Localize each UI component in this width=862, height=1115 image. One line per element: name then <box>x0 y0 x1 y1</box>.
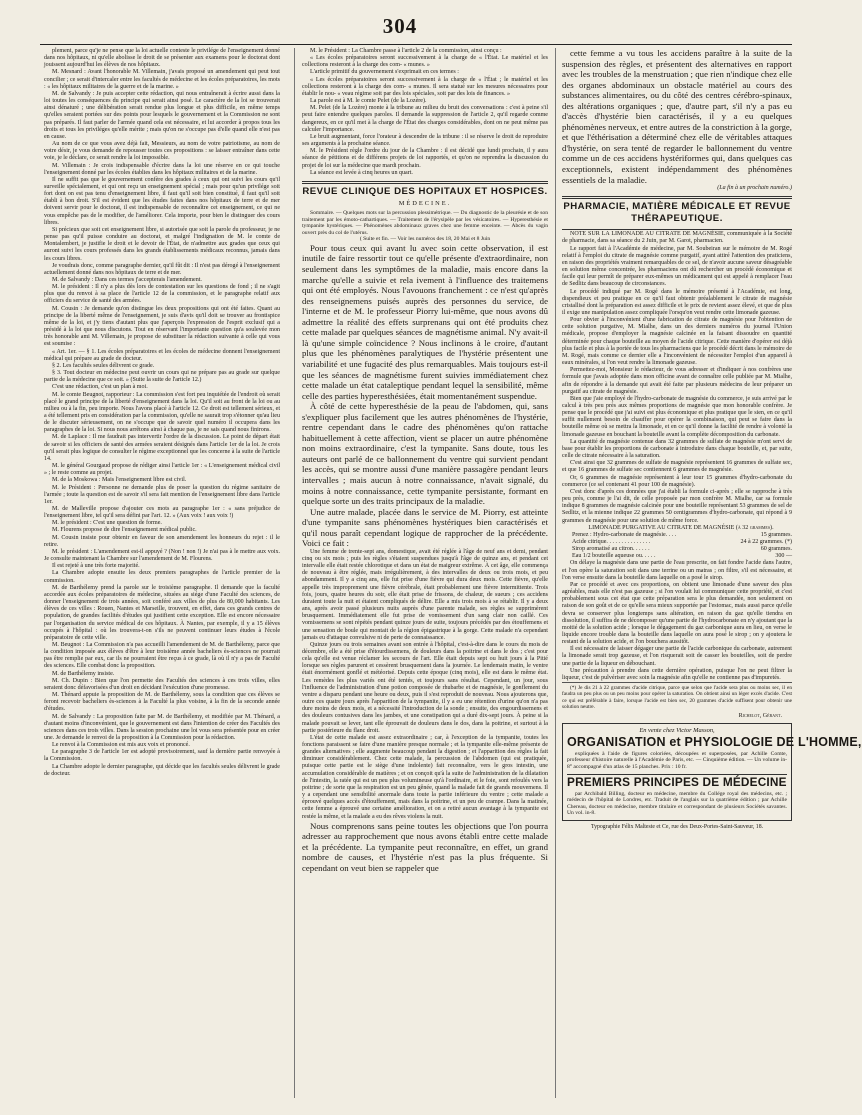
page-number: 304 <box>382 14 418 38</box>
formula-row <box>562 539 792 546</box>
formula-row <box>562 532 792 539</box>
paragraph: Le renvoi à la Commission est mis aux voix et prononcé. <box>52 742 190 749</box>
paragraph: plement, parce qu'je ne pense que la loi actuelle conteste le privilége de l'enseignement donné dans nos hôpitaux, ni qu'elle abolisse le droit de se présenter aux examens pour le doctorat dont jouissent aujourd'hui les élèves de nos hôpitaux. <box>44 48 280 69</box>
paragraph: M. de Malleville propose d'ajouter ces mots au paragraphe 1er : « sans préjudice de l'enseignement libre, tel qu'il sera défini par l'art. 12. » (Aux voix ! aux voix !) <box>44 506 280 520</box>
printer-line: Typographie Félix Malteste et Ce, rue des Deux-Portes-Saint-Sauveur, 18. <box>590 823 764 830</box>
paragraph: M. de la Moskowa : Mais l'enseignement libre est civil. <box>52 477 187 484</box>
section-summary: Sommaire. — Quelques mots sur la percussion plessimétrique. — Du diagnostic de la pleurésie et de son traitement par les émoto-cathartiques. — Traitement de l'érysipèle par les vésicatoires. — Hyperesthésie et tympanite hystériques. — Phénomènes abdominaux graves chez une femme enceinte. — Abcès du vagin ouvert près du col de l'utérus. <box>302 209 548 236</box>
paragraph: Une femme de trente-sept ans, domestique, avait été réglée à l'âge de neuf ans et demi, pendant cinq ou six mois ; puis les règles s'étaient suspendues jusqu'à l'âge de quinze ans, et pendant cet intervalle elle était restée chlorotique et dans un état de maigreur extrême. À cet âge, elle commença de nouveau à être réglée, mais irrégulièrement, à des intervalles de deux ou trois mois, et peu abondamment. Il y a cinq ans, elle fut prise d'une fièvre qui dura deux mois. Cette fièvre, qu'elle appelle très improprement une fièvre cérébrale, était probablement une fièvre intermittente. Trois fois, jours, quatre heures du soir, elle était prise de frissons, de chaleur, de sueurs ; ces accidens duraient toute la nuit et étaient compliqués de délire. Elle a mis trois mois à se rétablir. Il y a deux ans, après avoir passé plusieurs nuits auprès d'une parente malade, ses règles se supprimèrent brusquement. Immédiatement elle fut prise de vomissement d'un sang clair non caillé. Ces vomissemens se sont répétés pendant quinze jours de suite, toujours précédés par des étouffemens et une sensation de boule qui montait de la région épigastrique à la gorge. Cette malade n'a cependant jamais eu d'attaque convulsive ni de perte de connaissance. <box>302 548 548 641</box>
formula-dose: 24 à 22 grammes. (*) <box>740 538 792 545</box>
column-divider <box>555 48 556 1098</box>
paragraph: M. Thénard appuie la proposition de M. de Barthélemy, sous la condition que ces élèves se feront recevoir bacheliers ès-sciences à la Faculté la plus voisine, à la fin de la seconde année d'études. <box>44 692 280 713</box>
column-divider <box>294 48 295 1098</box>
paragraph: « Les écoles préparatoires seront successivement à la charge de « l'État. Le matériel et les collections resteront à la charge des com- « munes. » <box>302 55 548 69</box>
ad-text: par Archibald Billing, docteur en médecine, membre du Collége royal des médecins, etc. ; médecin de l'hôpital de Londres, etc. Traduit de l'anglais sur la quatrième édition ; par Achille Chereau, docteur en médecine, membre titulaire et correspondant de plusieurs Sociétés savantes. Un vol. in-8. <box>567 790 787 817</box>
signature: Richelot, Gérant. <box>738 712 782 719</box>
paragraph: cette femme a vu tous les accidens paraître à la suite de la suspension des règles, et présentent des alternatives en rapport avec les troubles de la menstruation ; que rien n'indique chez elle des organes abdominaux un obstacle matériel au cours des substances alimentaires, ou du côté des centres cérébro-spinaux, des altérations organiques ; que, d'autre part, s'il n'y a pas eu d'accès d'hystérie bien caractérisés, il y a eu quelques phénomènes nerveux, et entre autres de la constriction à la gorge, et que l'éthérisation a déterminé chez elle de véritables attaques d'hystérie, on sera tenté de regarder le ballonnement du ventre comme un de ces accidens hystériformes qui, dans quelques cas exceptionnels, existent indépendamment des phénomènes essentiels de la maladie. <box>562 48 792 185</box>
paragraph: M. de Barthélemy insiste. <box>52 670 115 677</box>
paragraph: Il ne suffit pas que le gouvernement confère des grades à ceux qui ont suivi les cours qu'il surveille spécialement, et qui ont reçu un enseignement spécial ; mais pour qu'un privilége soit fort dont on est pas tenu d'enseignement libre, il faut qu'il soit bien constitué, il faut qu'il soit établi à bon droit. S'il est évident que les études faites dans nos hôpitaux de terre et de mer doivent servir pour le doctorat, il est indispensable de reconnaître cet enseignement, ce qui ne vous empêche pas de le modifier, de l'améliorer. Cela importe, pour bien le distinguer des cours libres. <box>44 176 280 226</box>
paragraph: Au nom de ce que vous avez déjà fait, Messieurs, au nom de votre patriotisme, au nom de votre désir, je vous demande de repousser toutes ces propositions : se laisser entraîner dans cette voie, je le déclare, ce serait rendre la loi impossible. <box>44 141 280 162</box>
continued-note: (La fin à un prochain numéro.) <box>717 185 792 192</box>
paragraph: M. le Président : Personne ne demande plus de poser la question du régime sanitaire de l'armée ; toute la question est de savoir s'il sera fait mention de l'enseignement libre dans l'article 1er. <box>44 484 280 505</box>
column-3 <box>562 48 862 1098</box>
paragraph: M. Mesnard : Avant l'honorable M. Villemain, j'avais proposé un amendement qui peut tout concilier ; ce serait d'intercaler entre les facultés de médecine et les écoles préparatoires, les mots : « les hôpitaux militaires de la guerre et de la marine. » <box>44 69 280 90</box>
paragraph: Le paragraphe 3 de l'article 1er est adopté provisoirement, sauf la dernière partie renvoyée à la Commission. <box>44 749 280 763</box>
paragraph: Le bruit augmentant, force l'orateur à descendre de la tribune : il se réserve le droit de reproduire ses arguments à la prochaine séance. <box>302 133 548 148</box>
paragraph: Bien que j'aie employé de l'hydro-carbonate de magnésie du commerce, je suis arrivé par le calcul à très peu près aux mêmes proportions de magnésie que mon honorable confrère. Je pense que le procédé que j'ai suivi est plus économique et plus pratique que le sien, en ce qu'il suffit nullement besoin de chauffer pour opérer la combinaison, qui peut se faire dans la bouteille même où se mettra la limonade, et en ce qu'il donne la facilité de rendre à volonté la limonade gazeuse en bouchant la bouteille avant la complète décomposition du carbonate. <box>562 395 792 438</box>
section-subtitle: MÉDECINE. <box>398 199 452 207</box>
paragraph: M. le président : Il n'y a plus dès lors de contestation sur les questions de fond ; il ne s'agit plus que du renvoi à sa place de l'article 12 de la commission, et le paragraphe relatif aux officiers du service de santé des armées. <box>44 284 280 305</box>
paragraph: L'article primitif du gouvernement s'exprimait en ces termes : <box>310 69 459 76</box>
paragraph: M. de Salvandy : La proposition faite par M. de Barthélemy, et modifiée par M. Thénard, a d'autant moins d'inconvénient, que le gouvernement est dans l'intention de créer des Facultés des sciences dans ces trois villes. Dans la session prochaine une loi vous sera présentée pour en créer une. Je demande le renvoi de la proposition à la Commission pour la rédaction. <box>44 713 280 741</box>
paragraph: C'est donc d'après ces données que j'ai établi la formule ci-après ; elle se rapproche à très peu près, comme je l'ai dit, de celle proposée par mon confrère M. Mialhe, car sa formule indique 8 grammes de magnésie calcinée pour une bouteille représentant 53 grammes de sel de Sedlitz, et la mienne indique 22 grammes 50 centigrammes d'hydro-carbonate, qui répond à 9 grammes de magnésie pour une solution de même force. <box>562 488 792 524</box>
formula-ingredient: Eau 1/2 bouteille aqueuse ou. . . . . <box>572 553 656 560</box>
paragraph: C'est une rédaction, c'est un plan à moi. <box>52 384 148 391</box>
ad-header: En vente chez Victor Masson, <box>639 727 715 735</box>
paragraph: La quantité de magnésie contenue dans 32 grammes de sulfate de magnésie m'ont servi de base pour établir les proportions de carbonate à introduire dans chaque bouteille, et, par suite, celle de citrate nécessaire à la saturation. <box>562 438 792 460</box>
paragraph: « Art. 1er. — § 1. Les écoles préparatoires et les écoles de médecine donnent l'enseignement médical qui prépare au grade de docteur. <box>44 348 280 362</box>
paragraph: M. le Président : La Chambre passe à l'article 2 de la commission, ainsi conçu : <box>310 48 502 54</box>
paragraph: M. de Salvandy : Je puis accepter cette rédaction, qui nous entraînerait à écrire aussi dans la loi toutes les conséquences du principe qui serait ainsi posé. Le caractère de la loi se trouverait ainsi dénaturé ; une délibération serait rendue plus longue et plus difficile, en même temps qu'elles seraient portées sur des points pour lesquels le gouvernement et la Commission ne sont pas préparés. Il faut parler de l'armée quand cela est nécessaire, et lui accorder à propos tous les droits et tous les priviléges qu'elle mérite ; mais qu'on ne s'occupe pas d'elle quand elle n'est pas en cause. <box>44 90 280 140</box>
paragraph: Je voudrais donc, comme paragraphe dernier, qu'il fût dit : Il n'est pas dérogé à l'enseignement actuellement donné dans nos hôpitaux de terre et de mer. <box>44 262 280 276</box>
paragraph: Une précaution à prendre dans cette dernière opération, puisque l'on ne peut filtrer la liqueur, c'est de pulvériser avec soin la magnésie afin qu'elle ne contienne pas d'impuretés. <box>562 667 792 681</box>
paragraph: Nous comprenons sans peine toutes les objections que l'on pourra adresser au rapprochement que nous avons établi entre cette malade et la précédente. La tympanite peut reconnaître, en effet, un grand nombre de causes, et l'hystérie n'est pas la plus fréquente. Si cependant on veut bien se rappeler que <box>302 820 548 873</box>
paragraph: M. Pelet (de la Lozère) monte à la tribune au milieu du bruit des conversations : c'est à peine s'il peut faire entendre quelques paroles. Il demande la suppression de l'article 2, qu'il regarde comme dangereux, en ce qu'il met à la charge de l'État des charges considérables, dont on ne peut même pas calculer l'importance. <box>302 105 548 133</box>
header-rule <box>40 44 792 45</box>
section-title-clinical: REVUE CLINIQUE DES HOPITAUX ET HOSPICES. <box>302 185 548 197</box>
paragraph: M. Villemain : Je crois indispensable d'écrire dans la loi une réserve en ce qui touche l'enseignement donné par les écoles établies dans les hôpitaux militaires et de la marine. <box>44 162 280 176</box>
paragraph: « Les écoles préparatoires seront successivement à la charge de « l'État ; le matériel et les collections resteront à la charge des com- « munes. Il sera statué sur les mesures nécessaires pour établir le nou- « veau régime soit par des lois spéciales, soit par des lois de finances. » <box>302 76 548 97</box>
footnote: (*) Je dis 21 à 22 grammes d'acide citrique, parce que selon que l'acide sera plus ou moins sec, il en faudra un peu plus ou un peu moins pour opérer la saturation. On obtient ainsi un léger excès d'acide. C'est ce qui est préférable à faire, lorsque l'acide est bien sec, 20 grammes d'acide suffisent pour obtenir une solution neutre. <box>562 682 792 710</box>
paragraph: M. le comte Beugnot, rapporteur : La commission s'est fort peu inquiétée de l'endroit où serait placé le grand principe de la liberté d'enseignement dans la loi. Qu'il soit au front de la loi ou au milieu ou à la fin, peu importe. Nous l'avons placé à l'article 12. Ce droit est tellement sérieux, et a été tellement pris en considération par la commission, qu'elle ne saurait trop s'étonner qu'au lieu de le discuter sérieusement, on ne s'occupe que de savoir quel numéro il occupera dans les paragraphes de la loi. Si nous nous arrêtons ainsi à chaque pas, je ne sais quand nous finirons. <box>44 391 280 434</box>
column-2 <box>302 48 548 1098</box>
paragraph: M. de Barthélemy prend la parole sur le troisième paragraphe. Il demande que la faculté accordée aux écoles préparatoires de médecine, situées au siége d'une Faculté des sciences, de donner l'enseignement de trois années, soit conféré aux villes de plus de 80,000 habitants. Les élèves de ces villes : Rouen, Nantes et Marseille, trouvent, en effet, dans ces grands centres de population, de grandes facilités d'études qui justifient cette exception. Elle est encore nécessaire par l'organisation du service médical de ces hôpitaux. À Nantes, par exemple, il y a 15 élèves occupés à l'hôpital : où les trouvera-t-on s'ils ne peuvent continuer leurs études à l'école préparatoire de cette ville. <box>44 584 280 641</box>
paragraph: M. Cousin insiste pour obtenir en faveur de son amendement les honneurs du rejet : il le retire. <box>44 534 280 548</box>
paragraph: Quinze jours ou trois semaines avant son entrée à l'hôpital, c'est-à-dire dans le cours du mois de décembre, elle a été prise d'étourdissemens, de douleurs dans la poitrine et dans le dos ; c'est pour cela qu'elle est venue réclamer les secours de l'art. Elle était depuis sept ou huit jours à la Pitié lorsque ses règles parurent et cessèrent brusquement dans la journée. Le lendemain matin, le ventre était énormément gonflé et météorisé. Depuis cette époque (cinq mois), elle est dans le même état. Les remèdes les plus variés ont été tentés, et toujours sans résultat. Cependant, un jour, sous l'influence de l'administration d'une potion composée de rhubarbe et de magnésie, le gonflement du ventre a disparu pendant une heure ou deux, puis il s'est reproduit de nouveau. Nous ajouterons que, outre ces quatre jours après l'apparition de la tympanite, il y a eu une rétention d'urine qu'on n'a pas dure moins de deux mois, et a nécessité l'introduction de la sonde ; ensuite, des engourdissemens et des douleurs contusives dans les jambes, et une constipation qui a duré dix-sept jours. À peine si la malade pouvait se lever, tant elle éprouvait de douleurs dans le dos, dans la poitrine, et surtout à la partie postérieure du flanc droit. <box>302 641 548 734</box>
paragraph: M. le président : C'est une question de forme. <box>52 520 162 527</box>
column-1 <box>44 48 280 1098</box>
paragraph: Pour obvier à l'inconvénient d'une fabrication de citrate de magnésie pour l'obtention de cette solution purgative, M. Mialhe, dans un des derniers numéros du journal l'Union médicale, propose d'employer la magnésie calcinée en la faisant dissoudre en quantité déterminée pour chaque bouteille au moyen de l'acide citrique. Cette manière d'opérer est déjà plus facile et plus à la portée de tous les pharmaciens que le procédé décrit dans le mémoire de M. Rogé, mais comme ce dernier elle a l'inconvénient de nécessiter l'emploi d'un appareil à eaux minérales, si l'on veut rendre la limonade gazeuse. <box>562 317 792 367</box>
continuation-note: ( Suite et fin. — Voir les numéros des 18, 20 Mai et 8 Juin <box>359 236 491 243</box>
paragraph: La Chambre adopte le dernier paragraphe, qui décide que les facultés seules délivrent le grade de docteur. <box>44 763 280 777</box>
formula-ingredient: Acide citrique. . . . . . . . . . . . . . . <box>572 538 651 545</box>
advertisement <box>562 723 862 821</box>
paragraph: Or, 6 grammes de magnésie représentent à leur tour 15 grammes d'hydro-carbonate du commerce (ce sel contenant 41 pour 100 de magnésie). <box>562 474 792 488</box>
ad-text: expliquées à l'aide de figures coloriées, découpées et superposées, par Achille Comte, professeur d'histoire naturelle à l'Académie de Paris, etc. — Cinquième édition. — Un volume in-8° accompagné d'un atlas de 15 planches. Prix : 10 fr. <box>567 750 787 770</box>
formula-dose: 60 grammes. <box>760 546 792 553</box>
paragraph: Il est nécessaire de laisser dégager une partie de l'acide carbonique du carbonate, autrement la limonade serait trop gazeuse, et l'on risquerait soit de casser les bouteilles, soit de perdre une partie de la liqueur en débouchant. <box>562 646 792 667</box>
formula-dose: 15 grammes. <box>760 531 792 538</box>
paragraph: C'est ainsi que 32 grammes de sulfate de magnésie représentent 16 grammes de sulfate sec, et que 16 grammes de sulfate sec contiennent 6 grammes de magnésie. <box>562 460 792 474</box>
paragraph: M. Cousin : Je demande qu'on distingue les deux propositions qui ont été faites. Quant au principe de la liberté même de l'enseignement, je suis d'avis qu'il doit se trouver au frontispice même de la loi, et j'y tiens d'autant plus que j'aperçois l'expression de l'esprit exclusif qui a présidé à la loi que nous discutons. Tout en réservant l'importante question qu'a soulevée mon très honorable ami M. Villemain, je propose de substituer la rédaction suivante à celle qui vous est soumise : <box>44 305 280 348</box>
paragraph: À côté de cette hyperesthésie de la peau de l'abdomen, qui, sans s'expliquer plus facilement que les autres phénomènes de l'hystérie, rentre cependant dans le cadre des phénomènes qu'on rattache habituellement à cette affection, vient se placer un autre phénomène non moins extraordinaire, c'est la tympanite. Sans doute, tous les auteurs ont parlé de ce ballonnement du ventre qui survient pendant les accès, qui se montre aussi d'une manière passagère pendant leurs intervalles ; mais aucun à notre connaissance, n'avait signalé, du moins à notre connaissance, cette tympanite persistante, formant en quelque sorte un des traits principaux de la maladie. <box>302 401 548 507</box>
paragraph: M. de Laplace : Il me faudrait pas intervertir l'ordre de la discussion. Le point de départ était de savoir si les officiers de santé des armées seraient désignés dans l'article 1er de la loi. Je crois qu'il serait plus logique de consulter le régime exceptionnel que les concerne à la suite de l'article 14. <box>44 434 280 462</box>
paragraph: M. de Salvandy : Dans ces termes j'accepterais l'amendement. <box>52 277 202 283</box>
paragraph: Le rapport fait à l'Académie de médecine, par M. Soubeiran sur le mémoire de M. Rogé relatif à l'emploi du citrate de magnésie comme purgatif, ayant attiré l'attention des praticiens, en raison des propriétés vraiment remarquables de ce sel, de n'avoir aucune saveur désagréable en solution même concentrée, les pharmaciens ont dû rechercher un procédé économique et facile qui leur permît de préparer eux-mêmes un médicament qui est appelé à remplacer l'eau de Sedlitz dans beaucoup de circonstances. <box>562 245 792 288</box>
paragraph: § 3. Tout docteur en médecine peut ouvrir un cours qui ne prépare pas au grade sur quelque partie de la médecine que ce soit. » (Suite la suite de l'article 12.) <box>44 370 280 384</box>
paragraph: La parole est à M. le comte Pelet (de la Lozère). <box>310 98 427 105</box>
paragraph: Permettez-moi, Monsieur le rédacteur, de vous adresser et d'indiquer à nos confrères une formule que j'avais adoptée dans mon officine avant de connaître celle publiée par M. Mialhe, afin de répondre à la demande qui avait été faite par plusieurs médecins de leur préparer un purgatif au citrate de magnésie. <box>562 367 792 395</box>
paragraph: M. le président : L'amendement est-il appuyé ? (Non ! non !) Je n'ai pas à le mettre aux voix. Je consulte maintenant la Chambre sur l'amendement de M. Flourens. <box>44 548 280 563</box>
formula-ingredient: Prenez : Hydro-carbonate de magnésie. . . . <box>572 531 677 538</box>
paragraph: On délaye la magnésie dans une partie de l'eau prescrite, on fait fondre l'acide dans l'autre, et l'on opère la saturation soit dans une terrine ou un matras ; on filtre, s'il est nécessaire, et l'on verse ensuite dans la bouteille dans laquelle on a posé le sirop. <box>562 560 792 581</box>
paragraph: M. Flourens propose de dire l'enseignement médical public. <box>52 527 197 534</box>
formula-ingredient: Sirop aromatisé au citron. . . . . . <box>572 546 650 553</box>
paragraph: La Chambre adopte ensuite les deux premiers paragraphes de l'article premier de la commission. <box>44 570 280 584</box>
paragraph: M. le Président règle l'ordre du jour de la Chambre : il est décidé que lundi prochain, il y aura séance de pétitions et de différens projets de loi rapportés, et qu'on ne reprendra la discussion du projet de loi sur la médecine que mardi prochain. <box>302 148 548 169</box>
paragraph: La séance est levée à cinq heures un quart. <box>310 169 413 176</box>
paragraph: Le procédé indiqué par M. Rogé dans le mémoire présenté à l'Académie, est long, dispendieux et peu pratique en ce qu'il faut obtenir préalablement le citrate de magnésie cristallisé dont la préparation est assez difficile et le prix de revient assez élevé, et que de plus il exige une manipulation assez compliquée l'orsqu'on veut rendre cette limonade gazeuse. <box>562 288 792 316</box>
paragraph: Une autre malade, placée dans le service de M. Piorry, est atteinte d'une tympanite sans phénomènes hystériques bien caractérisés et qu'il nous paraît cependant logique de rapprocher de la précédente. Voici ce fait : <box>302 506 548 549</box>
ad-title: PREMIERS PRINCIPES DE MÉDECINE <box>567 775 787 790</box>
paragraph: M. Beugnot : La Commission n'a pas accueilli l'amendement de M. de Barthélemy, parce que la condition imposée aux élèves d'être à leur troisième année bacheliers ès-sciences ne pourrait pas être remplie par eux, car ils ne pourraient être reçus à ce grade, là où il n'y a pas de Faculté des sciences. Elle combat donc la proposition. <box>44 641 280 670</box>
paragraph: M. le général Gourgaud propose de rédiger ainsi l'article 1er : « L'enseignement médical civil » ; le reste comme au projet. <box>44 463 280 477</box>
paragraph: § 2. Les facultés seules délivrent ce grade. <box>52 362 155 369</box>
ad-title: ORGANISATION et PHYSIOLOGIE DE L'HOMME, <box>567 735 862 750</box>
section-rule <box>302 181 548 184</box>
paragraph: Si précieux que soit cet enseignement libre, si autorisée que soit la parole du professeur, je ne pense pas qu'il puisse conduire au doctorat, et malgré l'indignation de M. le comte de Montalembert, je justifie le droit et le devoir de l'État, de n'admettre aux grades que ceux qui auront suivi les cours professés dans les grands établissements médicaux reconnus, jamais dans les cours libres. <box>44 226 280 262</box>
formula-row <box>562 546 792 553</box>
paragraph: Il est rejeté à une très forte majorité. <box>52 563 140 570</box>
paragraph: M. Ch. Dupin : Bien que l'on permette des Facultés des sciences à ces trois villes, elles seraient donc défavorisées d'un droit en décidant l'exécution d'une promesse. <box>44 677 280 691</box>
formula-dose: 300 — <box>775 553 792 560</box>
section-rule <box>562 196 792 199</box>
paragraph: Par ce procédé et avec ces proportions, on obtient une limonade d'une saveur des plus agréables, mais elle n'est pas gazeuse ; si l'on voulait lui communiquer cette propriété, et c'est probablement sous cet état que cette préparation sera le plus demandée, non seulement on raison de son goût et de ce qu'elle sera mieux supportée par l'estomac, mais aussi parce qu'elle devra se conserver plus longtemps sans altération, en raison du gaz qu'elle tiendra en dissolution, il suffira de ne décomposer qu'une partie de l'hydrocarbonate en n'y ajoutant que la moitié de la solution acide ; lorsque le dégagement du gaz carbonique aura en lieu, on verse le liquide encore trouble dans la bouteille dans laquelle on aura posé le sirop ; on y ajoutera le restant de la solution acide, et l'on bouchera aussitôt. <box>562 581 793 646</box>
article-subtitle: NOTE SUR LA LIMONADE AU CITRATE DE MAGNÉSIE, communiquée à la Société de pharmacie, dans sa séance du 2 Juin, par M. Garot, pharmacien. <box>562 231 792 245</box>
formula-title: LIMONADE PURGATIVE AU CITRATE DE MAGNÉSIE (à 32 grammes). <box>588 524 774 531</box>
paragraph: L'état de cette malade est assez extraordinaire ; car, à l'exception de la tympanite, toutes les fonctions paraissent se faire d'une manière presque normale ; et la tympanite elle-même présente de grandes alternatives ; elle augmente beaucoup pendant la digestion ; et l'apparition des règles la fait diminuer considérablement. Chez cette malade, la percussion de l'abdomen (qui est pratiquée, puisque cette partie est le siège d'une indolente) fait reconnaître, vers le gros intestin, une accumulation considérable de matières ; et on conçoit qu'à la suite de l'administration de la dilatation de l'intestin, la ratée qui est un peu plus volumineuse qu'à l'ordinaire, et le foie, sont refoulés vers la poitrine ; de sorte que la respiration est un peu gênée, quand la malade fait de grands mouvemens. Il y a cependant une sensibilité anormale dans toute la partie inférieure du ventre ; cette malade a éprouvé quelques accès d'étouffement, mais dans la poitrine, et un peu de crampe. Dans la matinée, cette femme a éprouvé une certaine amélioration, et on a retiré aucun avantage à la tympanite est restée la même, et la malade a eu des rêves violens la nuit. <box>302 734 548 820</box>
paragraph: Pour tous ceux qui avant lu avec soin cette observation, il est inutile de faire ressortir tout ce qu'elle présente d'extraordinaire, non seulement dans les symptômes de la maladie, mais encore dans la marche qu'elle a suivie et rela ivement à l'influence des traitemens qui ont été employés. Nous l'avouons franchement : ce n'est qu'après des renseignemens puisés auprès des personnes du service, de l'interne et de M. le professeur Piorry lui-même, que nous avons dû admettre la réalité des effets surprenans qui ont été produits chez cette malade par quelques séances de magnétisme animal. N'y avait-il là qu'une simple coïncidence ? Nous inclinons à le croire, d'autant plus que les phénomènes paralytiques de l'hystérie présentent une variabilité et une fugacité des plus remarquables. Mais toujours est-il que les séances de magnétisme furent suivies immédiatement chez cette malade un état cataleptique pendant lequel la sensibilité, même celle des parties hyperesthésiées, était momentanément suspendue. <box>302 242 548 401</box>
section-title-pharmacy: PHARMACIE, MATIÈRE MÉDICALE ET REVUE THÉRAPEUTIQUE. <box>563 201 791 225</box>
